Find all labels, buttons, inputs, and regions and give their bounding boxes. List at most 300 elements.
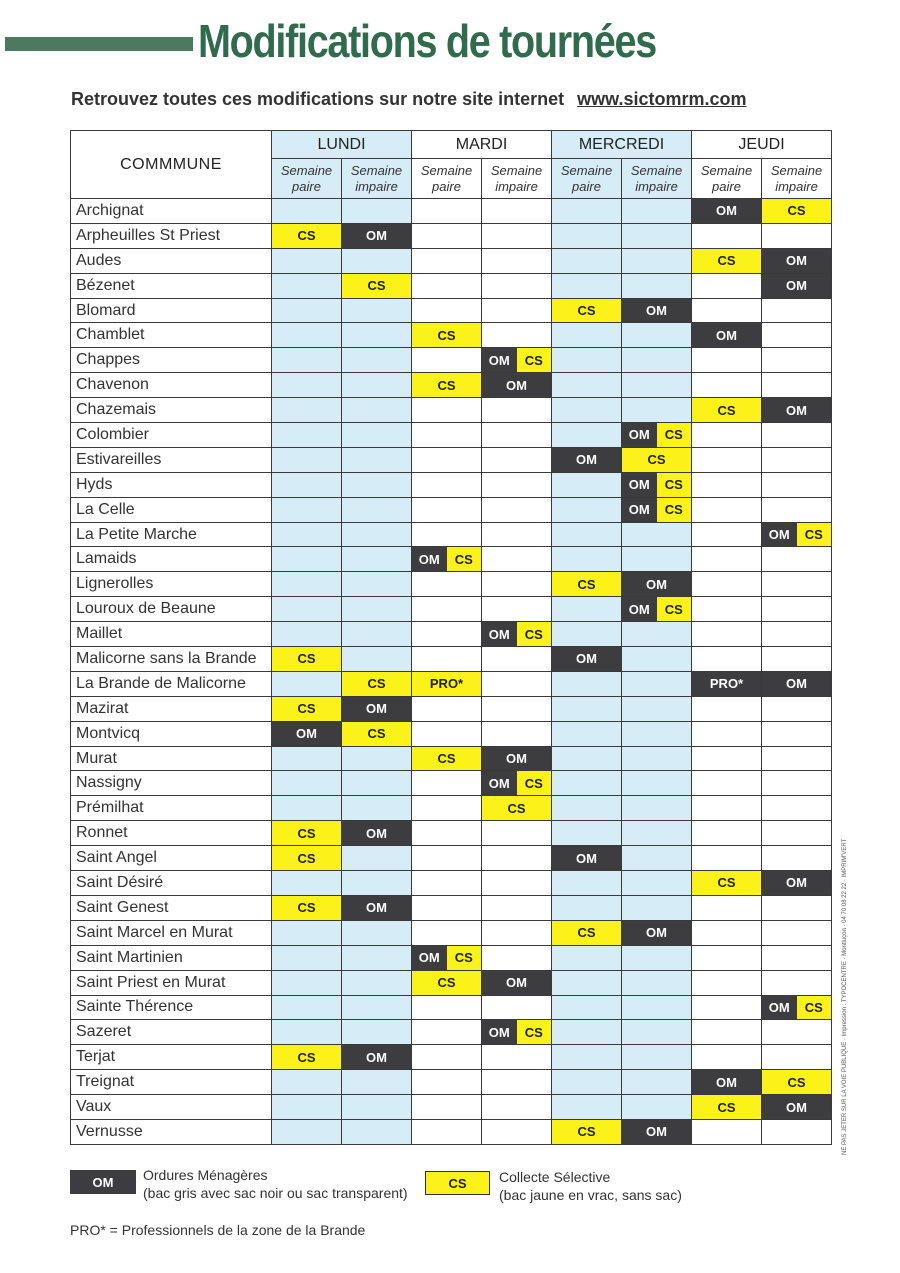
schedule-cell bbox=[412, 398, 482, 423]
schedule-cell bbox=[762, 248, 832, 273]
table-row bbox=[71, 1070, 832, 1095]
schedule-cell bbox=[412, 223, 482, 248]
schedule-cell bbox=[622, 447, 692, 472]
schedule-cell bbox=[762, 323, 832, 348]
schedule-cell bbox=[482, 472, 552, 497]
schedule-cell bbox=[622, 199, 692, 224]
schedule-cell bbox=[272, 721, 342, 746]
schedule-cell bbox=[692, 447, 762, 472]
schedule-cell bbox=[482, 597, 552, 622]
schedule-cell bbox=[342, 423, 412, 448]
om-badge: OM bbox=[482, 622, 517, 646]
schedule-cell bbox=[622, 248, 692, 273]
schedule-cell bbox=[622, 1020, 692, 1045]
schedule-table bbox=[70, 130, 832, 1145]
cs-badge: CS bbox=[797, 523, 832, 547]
schedule-cell bbox=[692, 423, 762, 448]
schedule-cell bbox=[762, 1020, 832, 1045]
schedule-cell bbox=[342, 597, 412, 622]
schedule-cell bbox=[762, 871, 832, 896]
schedule-cell bbox=[412, 1070, 482, 1095]
schedule-cell bbox=[482, 423, 552, 448]
om-badge: OM bbox=[342, 821, 411, 845]
schedule-cell bbox=[482, 821, 552, 846]
schedule-cell bbox=[412, 348, 482, 373]
schedule-cell bbox=[342, 323, 412, 348]
om-badge: OM bbox=[622, 597, 657, 621]
om-badge: OM bbox=[622, 498, 657, 522]
schedule-cell bbox=[762, 721, 832, 746]
commune-name: Murat bbox=[71, 746, 272, 771]
schedule-cell bbox=[692, 223, 762, 248]
schedule-cell bbox=[482, 398, 552, 423]
schedule-cell bbox=[272, 497, 342, 522]
schedule-cell bbox=[342, 1070, 412, 1095]
commune-name: Nassigny bbox=[71, 771, 272, 796]
commune-name: La Celle bbox=[71, 497, 272, 522]
schedule-cell bbox=[762, 348, 832, 373]
cs-badge: CS bbox=[797, 996, 832, 1020]
schedule-cell bbox=[692, 721, 762, 746]
table-row bbox=[71, 572, 832, 597]
om-badge: OM bbox=[622, 473, 657, 497]
schedule-cell bbox=[412, 945, 482, 970]
om-badge: OM bbox=[762, 996, 797, 1020]
schedule-cell bbox=[342, 447, 412, 472]
commune-name: Chazemais bbox=[71, 398, 272, 423]
table-row bbox=[71, 497, 832, 522]
commune-name: Sainte Thérence bbox=[71, 995, 272, 1020]
commune-name: Prémilhat bbox=[71, 796, 272, 821]
schedule-cell bbox=[762, 547, 832, 572]
om-badge: OM bbox=[272, 722, 341, 746]
schedule-cell bbox=[412, 1045, 482, 1070]
cs-badge: CS bbox=[552, 572, 621, 596]
schedule-cell bbox=[552, 348, 622, 373]
schedule-cell bbox=[482, 1119, 552, 1144]
schedule-cell bbox=[342, 398, 412, 423]
schedule-cell bbox=[412, 597, 482, 622]
schedule-cell bbox=[762, 970, 832, 995]
schedule-cell bbox=[692, 398, 762, 423]
schedule-cell bbox=[342, 572, 412, 597]
commune-name: Estivareilles bbox=[71, 447, 272, 472]
schedule-cell bbox=[622, 771, 692, 796]
schedule-cell bbox=[622, 472, 692, 497]
om-badge: OM bbox=[692, 199, 761, 223]
schedule-cell bbox=[622, 821, 692, 846]
schedule-cell bbox=[272, 796, 342, 821]
table-row bbox=[71, 771, 832, 796]
schedule-cell bbox=[412, 298, 482, 323]
table-row bbox=[71, 696, 832, 721]
schedule-cell bbox=[272, 1020, 342, 1045]
schedule-cell bbox=[692, 199, 762, 224]
schedule-cell bbox=[482, 920, 552, 945]
cs-badge: CS bbox=[447, 946, 482, 970]
schedule-cell bbox=[412, 721, 482, 746]
schedule-cell bbox=[482, 248, 552, 273]
schedule-cell bbox=[412, 1095, 482, 1120]
schedule-cell bbox=[482, 771, 552, 796]
legend-om-swatch: OM bbox=[70, 1170, 136, 1194]
schedule-cell bbox=[272, 199, 342, 224]
cs-badge: CS bbox=[412, 373, 481, 397]
table-row bbox=[71, 298, 832, 323]
table-row bbox=[71, 373, 832, 398]
schedule-cell bbox=[762, 696, 832, 721]
schedule-cell bbox=[552, 846, 622, 871]
om-badge: OM bbox=[412, 946, 447, 970]
schedule-cell bbox=[552, 945, 622, 970]
schedule-cell bbox=[482, 871, 552, 896]
commune-name: Vernusse bbox=[71, 1119, 272, 1144]
schedule-cell bbox=[272, 223, 342, 248]
commune-name: Blomard bbox=[71, 298, 272, 323]
table-row bbox=[71, 423, 832, 448]
schedule-cell bbox=[412, 423, 482, 448]
day-header-jeudi: JEUDI bbox=[692, 131, 832, 159]
schedule-cell bbox=[482, 298, 552, 323]
table-row bbox=[71, 1020, 832, 1045]
schedule-cell bbox=[762, 398, 832, 423]
schedule-cell bbox=[342, 348, 412, 373]
schedule-cell bbox=[342, 871, 412, 896]
om-badge: OM bbox=[762, 672, 831, 696]
table-row bbox=[71, 348, 832, 373]
cs-badge: CS bbox=[762, 199, 831, 223]
schedule-cell bbox=[412, 199, 482, 224]
schedule-cell bbox=[692, 1119, 762, 1144]
commune-name: Montvicq bbox=[71, 721, 272, 746]
schedule-cell bbox=[272, 522, 342, 547]
commune-name: Hyds bbox=[71, 472, 272, 497]
cs-badge: CS bbox=[657, 597, 692, 621]
schedule-cell bbox=[412, 1119, 482, 1144]
commune-header: COMMMUNE bbox=[71, 131, 272, 199]
schedule-cell bbox=[412, 273, 482, 298]
schedule-cell bbox=[552, 895, 622, 920]
table-row bbox=[71, 1095, 832, 1120]
schedule-cell bbox=[482, 497, 552, 522]
legend-cs-label: Collecte Sélective bbox=[499, 1169, 611, 1185]
schedule-cell bbox=[342, 671, 412, 696]
schedule-cell bbox=[482, 721, 552, 746]
schedule-cell bbox=[552, 497, 622, 522]
schedule-cell bbox=[762, 572, 832, 597]
schedule-cell bbox=[692, 572, 762, 597]
schedule-cell bbox=[552, 223, 622, 248]
schedule-cell bbox=[342, 995, 412, 1020]
table-row bbox=[71, 273, 832, 298]
week-odd-header: Semaine impaire bbox=[482, 159, 552, 199]
cs-badge: CS bbox=[272, 1045, 341, 1069]
schedule-cell bbox=[412, 248, 482, 273]
schedule-cell bbox=[482, 746, 552, 771]
schedule-cell bbox=[552, 373, 622, 398]
schedule-cell bbox=[552, 447, 622, 472]
table-row bbox=[71, 597, 832, 622]
week-even-header: Semaine paire bbox=[412, 159, 482, 199]
schedule-cell bbox=[692, 895, 762, 920]
commune-name: Saint Martinien bbox=[71, 945, 272, 970]
printer-side-text: NE PAS JETER SUR LA VOIE PUBLIQUE · Impression : TYPOCENTRE · Montluçon · 04 70 08 22 22 · IMPRIM'VERT bbox=[842, 838, 848, 1155]
schedule-cell bbox=[552, 298, 622, 323]
schedule-cell bbox=[622, 298, 692, 323]
schedule-cell bbox=[622, 970, 692, 995]
schedule-cell bbox=[762, 199, 832, 224]
schedule-cell bbox=[622, 1095, 692, 1120]
schedule-cell bbox=[272, 696, 342, 721]
schedule-cell bbox=[272, 945, 342, 970]
schedule-cell bbox=[762, 1070, 832, 1095]
cs-badge: CS bbox=[552, 1120, 621, 1144]
schedule-cell bbox=[482, 1045, 552, 1070]
schedule-cell bbox=[622, 273, 692, 298]
commune-name: Archignat bbox=[71, 199, 272, 224]
schedule-cell bbox=[482, 1020, 552, 1045]
schedule-cell bbox=[342, 821, 412, 846]
schedule-cell bbox=[412, 447, 482, 472]
table-row bbox=[71, 248, 832, 273]
schedule-cell bbox=[692, 622, 762, 647]
commune-name: Sazeret bbox=[71, 1020, 272, 1045]
schedule-cell bbox=[552, 671, 622, 696]
schedule-cell bbox=[482, 671, 552, 696]
schedule-cell bbox=[482, 522, 552, 547]
schedule-cell bbox=[692, 945, 762, 970]
om-badge: OM bbox=[762, 523, 797, 547]
website-link[interactable]: www.sictomrm.com bbox=[577, 89, 747, 109]
schedule-cell bbox=[412, 821, 482, 846]
om-badge: OM bbox=[342, 224, 411, 248]
cs-badge: CS bbox=[517, 348, 552, 372]
schedule-cell bbox=[692, 846, 762, 871]
schedule-cell bbox=[692, 522, 762, 547]
schedule-cell bbox=[272, 1095, 342, 1120]
schedule-cell bbox=[622, 895, 692, 920]
schedule-cell bbox=[622, 547, 692, 572]
om-badge: OM bbox=[482, 771, 517, 795]
schedule-cell bbox=[412, 796, 482, 821]
commune-name: Mazirat bbox=[71, 696, 272, 721]
schedule-cell bbox=[692, 1045, 762, 1070]
table-row bbox=[71, 945, 832, 970]
om-badge: OM bbox=[482, 971, 551, 995]
schedule-cell bbox=[412, 671, 482, 696]
legend-cs-text bbox=[499, 1168, 682, 1204]
om-badge: OM bbox=[762, 871, 831, 895]
om-badge: OM bbox=[622, 299, 691, 323]
commune-name: Bézenet bbox=[71, 273, 272, 298]
schedule-cell bbox=[552, 821, 622, 846]
schedule-cell bbox=[552, 398, 622, 423]
schedule-cell bbox=[692, 597, 762, 622]
commune-name: Chavenon bbox=[71, 373, 272, 398]
schedule-cell bbox=[762, 945, 832, 970]
schedule-cell bbox=[342, 373, 412, 398]
cs-badge: CS bbox=[342, 672, 411, 696]
schedule-cell bbox=[412, 970, 482, 995]
schedule-cell bbox=[272, 248, 342, 273]
schedule-cell bbox=[272, 298, 342, 323]
commune-name: Lignerolles bbox=[71, 572, 272, 597]
schedule-cell bbox=[692, 821, 762, 846]
cs-badge: CS bbox=[552, 299, 621, 323]
schedule-cell bbox=[552, 547, 622, 572]
cs-badge: CS bbox=[342, 722, 411, 746]
schedule-cell bbox=[622, 497, 692, 522]
legend-om-label: Ordures Ménagères bbox=[143, 1167, 268, 1183]
schedule-cell bbox=[762, 920, 832, 945]
schedule-cell bbox=[342, 895, 412, 920]
table-row bbox=[71, 871, 832, 896]
schedule-cell bbox=[622, 871, 692, 896]
schedule-cell bbox=[482, 373, 552, 398]
commune-name: Chamblet bbox=[71, 323, 272, 348]
schedule-cell bbox=[342, 248, 412, 273]
om-badge: OM bbox=[622, 572, 691, 596]
schedule-cell bbox=[622, 398, 692, 423]
schedule-cell bbox=[762, 423, 832, 448]
schedule-cell bbox=[762, 522, 832, 547]
schedule-cell bbox=[552, 696, 622, 721]
schedule-cell bbox=[342, 696, 412, 721]
schedule-cell bbox=[622, 423, 692, 448]
schedule-cell bbox=[412, 622, 482, 647]
commune-name: Treignat bbox=[71, 1070, 272, 1095]
schedule-cell bbox=[482, 647, 552, 672]
schedule-cell bbox=[342, 199, 412, 224]
schedule-cell bbox=[692, 871, 762, 896]
om-badge: OM bbox=[762, 249, 831, 273]
om-badge: OM bbox=[552, 846, 621, 870]
schedule-cell bbox=[412, 522, 482, 547]
om-badge: OM bbox=[482, 348, 517, 372]
schedule-cell bbox=[552, 970, 622, 995]
cs-badge: CS bbox=[762, 1070, 831, 1094]
commune-name: Maillet bbox=[71, 622, 272, 647]
schedule-cell bbox=[552, 472, 622, 497]
schedule-cell bbox=[342, 522, 412, 547]
schedule-cell bbox=[342, 1119, 412, 1144]
day-header-lundi: LUNDI bbox=[272, 131, 412, 159]
subtitle bbox=[71, 89, 747, 110]
commune-name: La Brande de Malicorne bbox=[71, 671, 272, 696]
schedule-cell bbox=[342, 547, 412, 572]
schedule-cell bbox=[272, 995, 342, 1020]
table-row bbox=[71, 796, 832, 821]
schedule-cell bbox=[762, 497, 832, 522]
cs-badge: CS bbox=[657, 473, 692, 497]
table-row bbox=[71, 647, 832, 672]
table-row bbox=[71, 447, 832, 472]
commune-name: Saint Angel bbox=[71, 846, 272, 871]
day-header-mardi: MARDI bbox=[412, 131, 552, 159]
schedule-cell bbox=[412, 746, 482, 771]
schedule-cell bbox=[412, 572, 482, 597]
schedule-cell bbox=[272, 920, 342, 945]
schedule-cell bbox=[272, 746, 342, 771]
schedule-cell bbox=[272, 895, 342, 920]
table-row bbox=[71, 1045, 832, 1070]
schedule-cell bbox=[342, 298, 412, 323]
schedule-cell bbox=[412, 373, 482, 398]
schedule-cell bbox=[762, 447, 832, 472]
schedule-cell bbox=[552, 721, 622, 746]
table-row bbox=[71, 846, 832, 871]
cs-badge: CS bbox=[272, 697, 341, 721]
om-badge: OM bbox=[762, 1095, 831, 1119]
schedule-cell bbox=[412, 472, 482, 497]
schedule-cell bbox=[622, 920, 692, 945]
schedule-cell bbox=[272, 447, 342, 472]
schedule-cell bbox=[622, 846, 692, 871]
schedule-cell bbox=[552, 1045, 622, 1070]
cs-badge: CS bbox=[412, 747, 481, 771]
commune-name: Terjat bbox=[71, 1045, 272, 1070]
commune-name: Saint Genest bbox=[71, 895, 272, 920]
schedule-cell bbox=[622, 995, 692, 1020]
schedule-cell bbox=[412, 846, 482, 871]
om-badge: OM bbox=[552, 647, 621, 671]
schedule-cell bbox=[272, 423, 342, 448]
cs-badge: CS bbox=[517, 622, 552, 646]
schedule-cell bbox=[762, 647, 832, 672]
schedule-cell bbox=[622, 622, 692, 647]
schedule-cell bbox=[762, 1119, 832, 1144]
schedule-cell bbox=[552, 920, 622, 945]
schedule-cell bbox=[482, 447, 552, 472]
om-badge: OM bbox=[342, 896, 411, 920]
schedule-cell bbox=[272, 348, 342, 373]
schedule-cell bbox=[342, 1045, 412, 1070]
schedule-cell bbox=[272, 871, 342, 896]
schedule-cell bbox=[482, 970, 552, 995]
schedule-cell bbox=[622, 1070, 692, 1095]
schedule-cell bbox=[412, 995, 482, 1020]
table-row bbox=[71, 199, 832, 224]
om-badge: OM bbox=[342, 697, 411, 721]
schedule-cell bbox=[622, 647, 692, 672]
commune-name: Lamaids bbox=[71, 547, 272, 572]
schedule-cell bbox=[762, 373, 832, 398]
schedule-cell bbox=[342, 970, 412, 995]
commune-name: Ronnet bbox=[71, 821, 272, 846]
schedule-cell bbox=[692, 298, 762, 323]
schedule-cell bbox=[692, 746, 762, 771]
commune-name: Chappes bbox=[71, 348, 272, 373]
om-badge: OM bbox=[762, 274, 831, 298]
schedule-cell bbox=[622, 572, 692, 597]
table-row bbox=[71, 398, 832, 423]
schedule-cell bbox=[342, 472, 412, 497]
schedule-cell bbox=[622, 348, 692, 373]
cs-badge: CS bbox=[517, 1020, 552, 1044]
schedule-cell bbox=[692, 995, 762, 1020]
schedule-cell bbox=[552, 1070, 622, 1095]
schedule-cell bbox=[272, 1119, 342, 1144]
day-header-mercredi: MERCREDI bbox=[552, 131, 692, 159]
cs-badge: CS bbox=[272, 846, 341, 870]
schedule-cell bbox=[552, 995, 622, 1020]
schedule-cell bbox=[412, 895, 482, 920]
om-badge: OM bbox=[482, 373, 551, 397]
cs-badge: CS bbox=[412, 971, 481, 995]
schedule-cell bbox=[482, 348, 552, 373]
cs-badge: CS bbox=[692, 1095, 761, 1119]
om-badge: OM bbox=[482, 747, 551, 771]
